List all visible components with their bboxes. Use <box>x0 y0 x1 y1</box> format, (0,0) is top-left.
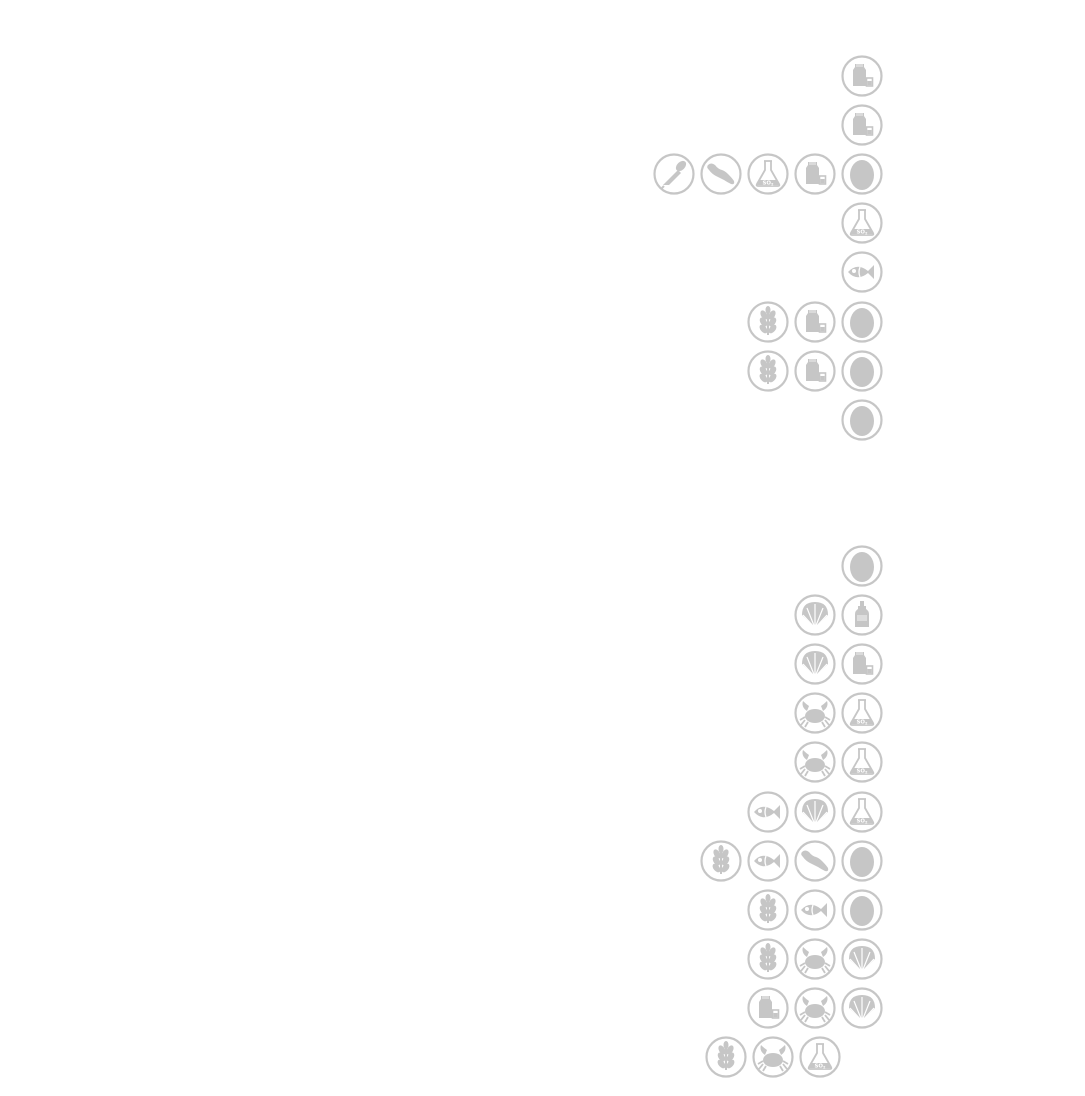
allergen-row <box>0 100 884 149</box>
allergen-row <box>0 590 884 639</box>
gluten-icon <box>746 349 790 393</box>
allergen-row <box>0 297 884 346</box>
crustacean-icon <box>793 937 837 981</box>
milk-icon <box>746 986 790 1030</box>
egg-icon <box>840 300 884 344</box>
crustacean-icon <box>793 986 837 1030</box>
allergen-row <box>0 836 884 885</box>
crustacean-icon <box>751 1035 795 1079</box>
egg-icon <box>840 544 884 588</box>
allergen-row <box>0 639 884 688</box>
milk-icon <box>840 642 884 686</box>
svg-text:SO2: SO2 <box>856 768 868 775</box>
mollusc-icon <box>840 937 884 981</box>
allergen-row <box>0 395 884 444</box>
allergen-row <box>0 738 884 787</box>
milk-icon <box>793 152 837 196</box>
mollusc-icon <box>793 642 837 686</box>
mollusc-icon <box>793 593 837 637</box>
soy-icon <box>699 152 743 196</box>
mollusc-icon <box>840 986 884 1030</box>
fish-icon <box>746 790 790 834</box>
svg-text:SO2: SO2 <box>856 817 868 824</box>
allergen-row <box>0 248 884 297</box>
fish-icon <box>840 250 884 294</box>
svg-text:SO2: SO2 <box>814 1063 826 1070</box>
milk-icon <box>840 103 884 147</box>
mustard-icon <box>652 152 696 196</box>
allergen-row <box>0 51 884 100</box>
crustacean-icon <box>793 691 837 735</box>
gluten-icon <box>746 937 790 981</box>
allergen-row <box>0 787 884 836</box>
gluten-icon <box>704 1035 748 1079</box>
sulphites-icon <box>840 790 884 834</box>
sulphites-icon <box>840 691 884 735</box>
svg-text:SO2: SO2 <box>856 229 868 236</box>
egg-icon <box>840 888 884 932</box>
soy-icon <box>793 839 837 883</box>
gluten-icon <box>699 839 743 883</box>
allergen-group-lower <box>0 541 884 1082</box>
allergen-row <box>0 689 884 738</box>
fish-icon <box>746 839 790 883</box>
allergen-group-upper <box>0 51 884 445</box>
sauce-bottle-icon <box>840 593 884 637</box>
gluten-icon <box>746 888 790 932</box>
sulphites-icon <box>840 201 884 245</box>
allergen-row <box>0 149 884 198</box>
gluten-icon <box>746 300 790 344</box>
svg-text:SO2: SO2 <box>856 719 868 726</box>
crustacean-icon <box>793 740 837 784</box>
milk-icon <box>793 300 837 344</box>
sulphites-icon <box>798 1035 842 1079</box>
sulphites-icon <box>746 152 790 196</box>
fish-icon <box>793 888 837 932</box>
allergen-row <box>0 885 884 934</box>
egg-icon <box>840 349 884 393</box>
allergen-row <box>0 541 884 590</box>
allergen-row <box>0 199 884 248</box>
sulphites-icon <box>840 740 884 784</box>
milk-icon <box>840 54 884 98</box>
mollusc-icon <box>793 790 837 834</box>
allergen-row <box>0 984 884 1033</box>
egg-icon <box>840 839 884 883</box>
milk-icon <box>793 349 837 393</box>
allergen-row <box>0 346 884 395</box>
allergen-row <box>0 1033 884 1082</box>
allergen-row <box>0 935 884 984</box>
egg-icon <box>840 398 884 442</box>
svg-text:SO2: SO2 <box>762 180 774 187</box>
egg-icon <box>840 152 884 196</box>
